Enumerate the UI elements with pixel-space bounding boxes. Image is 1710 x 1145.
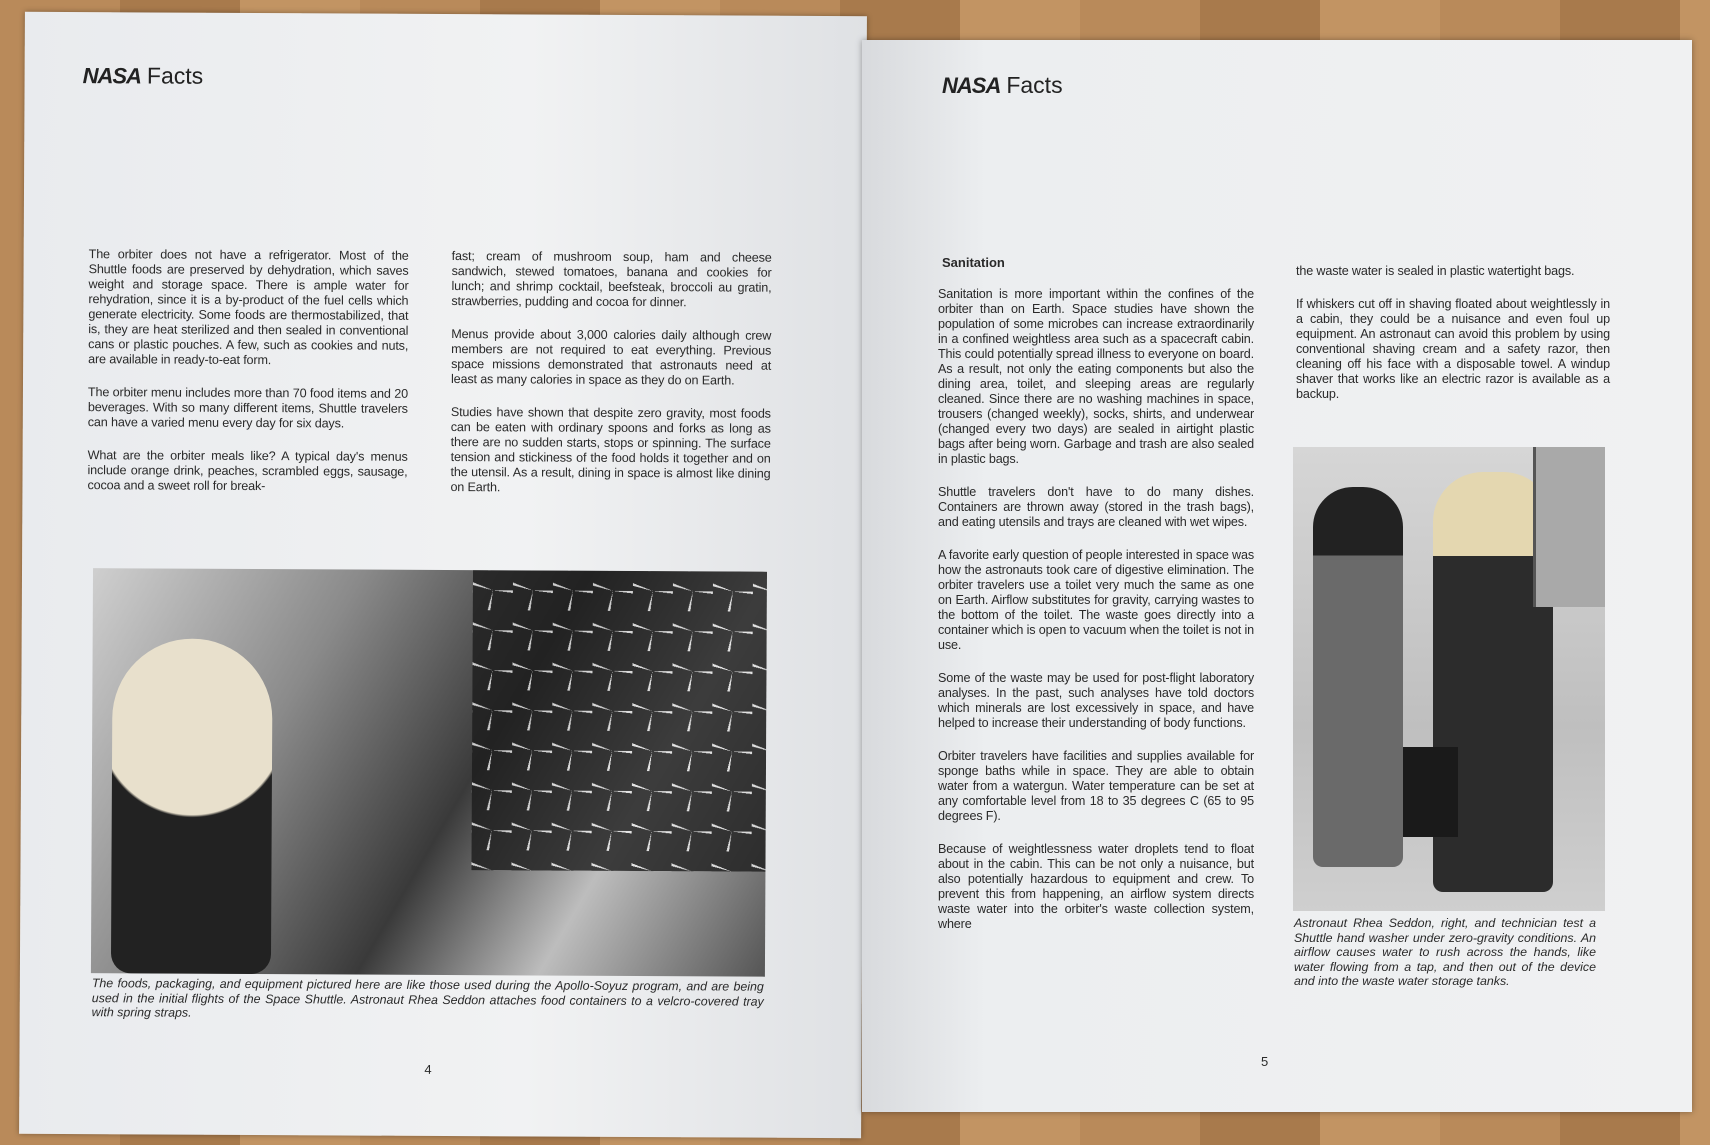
left-column-2 — [450, 249, 771, 515]
nasa-facts-logo — [942, 72, 1063, 99]
paragraph: If whiskers cut off in shaving floated about weightlessly in a cabin, they could be a nuisance and even foul up equipment. An astronaut can avoid this problem by using conventional shaving cream and a safety razor, then cleaning off his face with a disposable towel. A windup shaver that works like an electric razor is available as a backup. — [1296, 297, 1610, 401]
nasa-facts-logo — [83, 62, 204, 90]
paragraph: Orbiter travelers have facilities and supplies available for sponge baths while in space. They are able to obtain water from a watergun. Water temperature can be set at any comfortable level from 18 to 35 degrees C (65 to 95 degrees F). — [938, 749, 1254, 823]
paragraph: The orbiter menu includes more than 70 food items and 20 beverages. With so many different items, Shuttle travelers can have a varied menu every day for six days. — [87, 385, 408, 431]
hand-washer-device — [1403, 747, 1458, 837]
left-column-1 — [87, 247, 408, 513]
paragraph: The orbiter does not have a refrigerator. Most of the Shuttle foods are preserved by dehydration, which saves weight and storage space. There is ample water for rehydration, since it is a by-product of the fuel cells which generate electricity. Some foods are thermostabilized, that is, they are heat sterilized and then sealed in conventional cans or plastic pouches. A few, such as cookies and nuts, are available in ready-to-eat form. — [88, 247, 409, 368]
paragraph: Shuttle travelers don't have to do many dishes. Containers are thrown away (stored in the trash bags), and eating utensils and trays are cleaned with wet wipes. — [938, 485, 1254, 529]
page-number: 4 — [424, 1061, 432, 1077]
paragraph: Because of weightlessness water droplets tend to float about in the cabin. This can be not only a nuisance, but also potentially hazardous to equipment and crew. To prevent this from happening, an airflow system directs waste water into the orbiter's waste collection system, where — [938, 842, 1254, 931]
hand-washer-photo — [1293, 447, 1605, 911]
technician-figure — [1313, 487, 1403, 867]
velcro-tray — [471, 570, 767, 872]
paragraph: Sanitation is more important within the confines of the orbiter than on Earth. Space studies have shown the population of some microbes can increase extraordinarily in a confined weightless area such as a spacecraft cabin. This could potentially spread illness to everyone on board. As a result, not only the eating components but also the dining area, toilet, and sleeping areas are regularly cleaned. Since there are no washing machines in space, trousers (changed weekly), socks, shirts, and underwear (changed every two days) are sealed in airtight plastic bags after being worn. Garbage and trash are also sealed in plastic bags. — [938, 287, 1254, 466]
facts-label: Facts — [146, 62, 204, 89]
astronaut-figure — [111, 638, 273, 974]
paragraph: What are the orbiter meals like? A typical day's menus include orange drink, peaches, scrambled eggs, sausage, cocoa and a sweet roll for break- — [87, 448, 408, 494]
equipment-panel — [1533, 447, 1605, 607]
paragraph: Some of the waste may be used for post-flight laboratory analyses. In the past, such analyses have told doctors which minerals are lost excessively in space, and have helped to increase their understanding of body functions. — [938, 671, 1254, 730]
paragraph: Studies have shown that despite zero gravity, most foods can be eaten with ordinary spoons and forks as long as there are no sudden starts, stops or spinning. The surface tension and stickiness of the food holds it together and on the utensil. As a result, dining in space is almost like dining on Earth. — [450, 405, 771, 495]
section-heading: Sanitation — [942, 255, 1005, 270]
facts-label: Facts — [1006, 72, 1063, 98]
left-page — [19, 12, 867, 1138]
nasa-logo: NASA — [942, 73, 1001, 98]
page-number: 5 — [1261, 1054, 1269, 1069]
photo-caption: The foods, packaging, and equipment pictured here are like those used during the Apollo-Soyuz program, and are being used in the initial flights of the Space Shuttle. Astronaut Rhea Seddon attaches food containers to a velcro-covered tray with spring straps. — [91, 976, 764, 1020]
photo-caption: Astronaut Rhea Seddon, right, and technician test a Shuttle hand washer under zero-gravity conditions. An airflow causes water to rush across the hands, like water flowing from a tap, and then out of the device and into the waste water storage tanks. — [1294, 916, 1596, 988]
paragraph: fast; cream of mushroom soup, ham and cheese sandwich, stewed tomatoes, banana and cookies for lunch; and shrimp cocktail, beefsteak, broccoli au gratin, strawberries, pudding and cocoa for dinner. — [451, 249, 772, 310]
paragraph: Menus provide about 3,000 calories daily although crew members are not required to eat everything. Previous space missions demonstrated that astronauts need at least as many calories in space as they do on Earth. — [450, 327, 772, 388]
right-page — [862, 40, 1692, 1112]
right-column-2 — [1296, 264, 1610, 420]
paragraph: A favorite early question of people interested in space was how the astronauts took care of digestive elimination. The orbiter travelers use a toilet very much the same as one on Earth. Airflow substitutes for gravity, carrying wastes to the bottom of the toilet. The waste goes directly into a container which is open to vacuum when the toilet is not in use. — [938, 548, 1254, 652]
food-tray-photo — [91, 568, 767, 977]
nasa-logo: NASA — [82, 63, 142, 89]
paragraph: the waste water is sealed in plastic watertight bags. — [1296, 264, 1575, 278]
right-column-1 — [938, 287, 1254, 950]
